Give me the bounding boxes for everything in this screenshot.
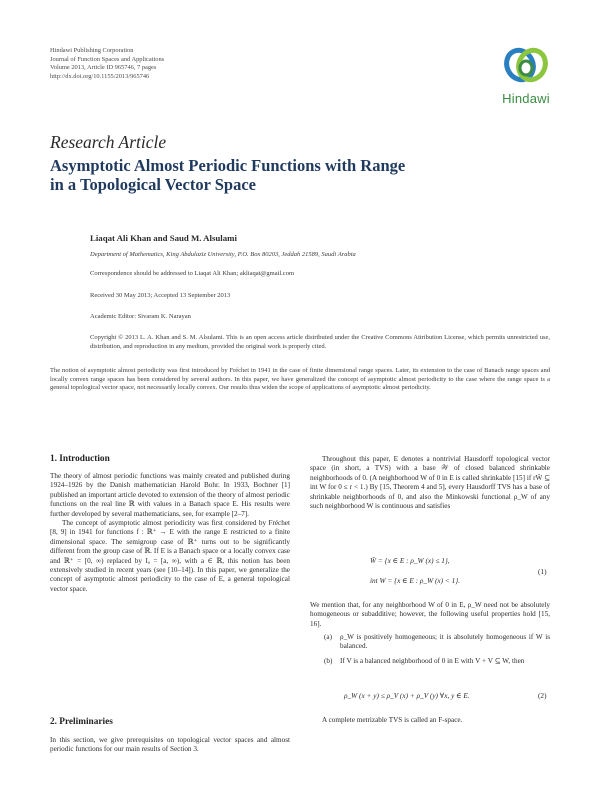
right-paragraph-1: Throughout this paper, E denotes a nontrivial Hausdorff topological vector space (in short, a TVS) with a base 𝒲 of closed balanced shrinkable neighborhoods of 0. (A neighborhood W of 0 in E is called shrinkable [15] if rW̄ ⊆ int W for 0 ≤ r < 1.) By [15, Theorem 4 and 5], every Hausdorff TVS has a base of shrinkable neighborhoods of 0, and also the Minkowski functional ρ_W of any such neighborhood W is continuous and satisfies [310, 455, 550, 511]
copyright-notice: Copyright © 2013 L. A. Khan and S. M. Alsulami. This is an open access article distributed under the Creative Commons Attribution License, which permits unrestricted use, distribution, and reproduction in any medium, provided the original work is properly cited. [90, 334, 550, 350]
section-heading-preliminaries: 2. Preliminaries [50, 717, 113, 727]
hindawi-logo-text: Hindawi [502, 91, 550, 106]
intro-paragraph-1: The theory of almost periodic functions was mainly created and published during 1924–1926 by the Danish mathematician Harold Bohr. In 1933, Bochner [1] published an important article devoted to extension of the theory of almost periodic functions on the real line ℝ with values in a Banach space E. His results were further developed by several mathematicians, see, for example [2–7]. [50, 472, 290, 518]
article-type: Research Article [50, 132, 167, 152]
list-label-b: (b) [324, 657, 333, 665]
journal-line: Journal of Function Spaces and Applications [50, 55, 165, 63]
academic-editor: Academic Editor: Sivaram K. Narayan [90, 313, 191, 320]
abstract: The notion of asymptotic almost periodicity was first introduced by Fréchet in 1941 in the case of finite dimensional range spaces. Later, its extension to the case of Banach range spaces and locally convex range spaces has been considered by several authors. In this paper, we have generalized the concept of asymptotic almost periodicity to the case where the range space is a general topological vector space, not necessarily locally convex. Our results thus widen the scope of applications of asymptotic almost periodicity. [50, 367, 550, 392]
equation-2: ρ_W (x + y) ≤ ρ_V (x) + ρ_V (y) ∀x, y ∈ E. [344, 691, 470, 700]
correspondence: Correspondence should be addressed to Liaqat Ali Khan; akliaqat@gmail.com [90, 270, 295, 277]
equation-1-line-2: int W = {x ∈ E : ρ_W (x) < 1}. [370, 576, 461, 585]
right-paragraph-3: A complete metrizable TVS is called an F-space. [322, 716, 463, 724]
list-item-b: If V is a balanced neighborhood of 0 in E with V + V ⊆ W, then [340, 657, 525, 665]
hindawi-logo[interactable] [496, 44, 556, 106]
hindawi-logo-icon [496, 44, 556, 88]
doi-link[interactable]: http://dx.doi.org/10.1155/2013/965746 [50, 72, 150, 80]
equation-1-number: (1) [538, 567, 547, 576]
equation-2-number: (2) [538, 691, 547, 700]
affiliation: Department of Mathematics, King Abdulaziz University, P.O. Box 80203, Jeddah 21589, Saudi Arabia [90, 251, 356, 258]
section-heading-introduction: 1. Introduction [50, 454, 110, 464]
title-line-1: Asymptotic Almost Periodic Functions with Range [50, 156, 406, 175]
volume-line: Volume 2013, Article ID 965746, 7 pages [50, 64, 157, 71]
equation-1-line-1: W̄ = {x ∈ E : ρ_W (x) ≤ 1}, [370, 556, 450, 565]
article-title [50, 156, 530, 194]
publisher-line: Hindawi Publishing Corporation [50, 47, 134, 54]
right-paragraph-2: We mention that, for any neighborhood W of 0 in E, ρ_W need not be absolutely homogeneous or subadditive; however, the following useful properties hold [15, 16]. [310, 601, 550, 628]
authors: Liaqat Ali Khan and Saud M. Alsulami [90, 233, 237, 243]
received-dates: Received 30 May 2013; Accepted 13 September 2013 [90, 292, 231, 299]
list-label-a: (a) [324, 633, 332, 641]
introduction-body [50, 472, 290, 594]
prelim-paragraph-1: In this section, we give prerequisites on topological vector spaces and almost periodic functions for our main results of Section 3. [50, 736, 290, 754]
list-item-a: ρ_W is positively homogeneous; it is absolutely homogeneous if W is balanced. [340, 633, 550, 651]
title-line-2: in a Topological Vector Space [50, 175, 256, 194]
preliminaries-body [50, 736, 290, 755]
intro-paragraph-2: The concept of asymptotic almost periodicity was first considered by Fréchet [8, 9] in 1941 for functions f : ℝ⁺ → E with the range E restricted to a finite dimensional space. The semigroup case of ℝ⁺ turns out to be significantly different from the group case of ℝ. If E is a Banach space or a locally convex case and ℝ⁺ = [0, ∞) replaced by Iₐ = [a, ∞), with a ∈ ℝ, this notion has been extensively studied in recent years (see [10–14]). In this paper, we generalize the concept of asymptotic almost periodicity to the case of E, a general topological vector space. [50, 519, 290, 593]
